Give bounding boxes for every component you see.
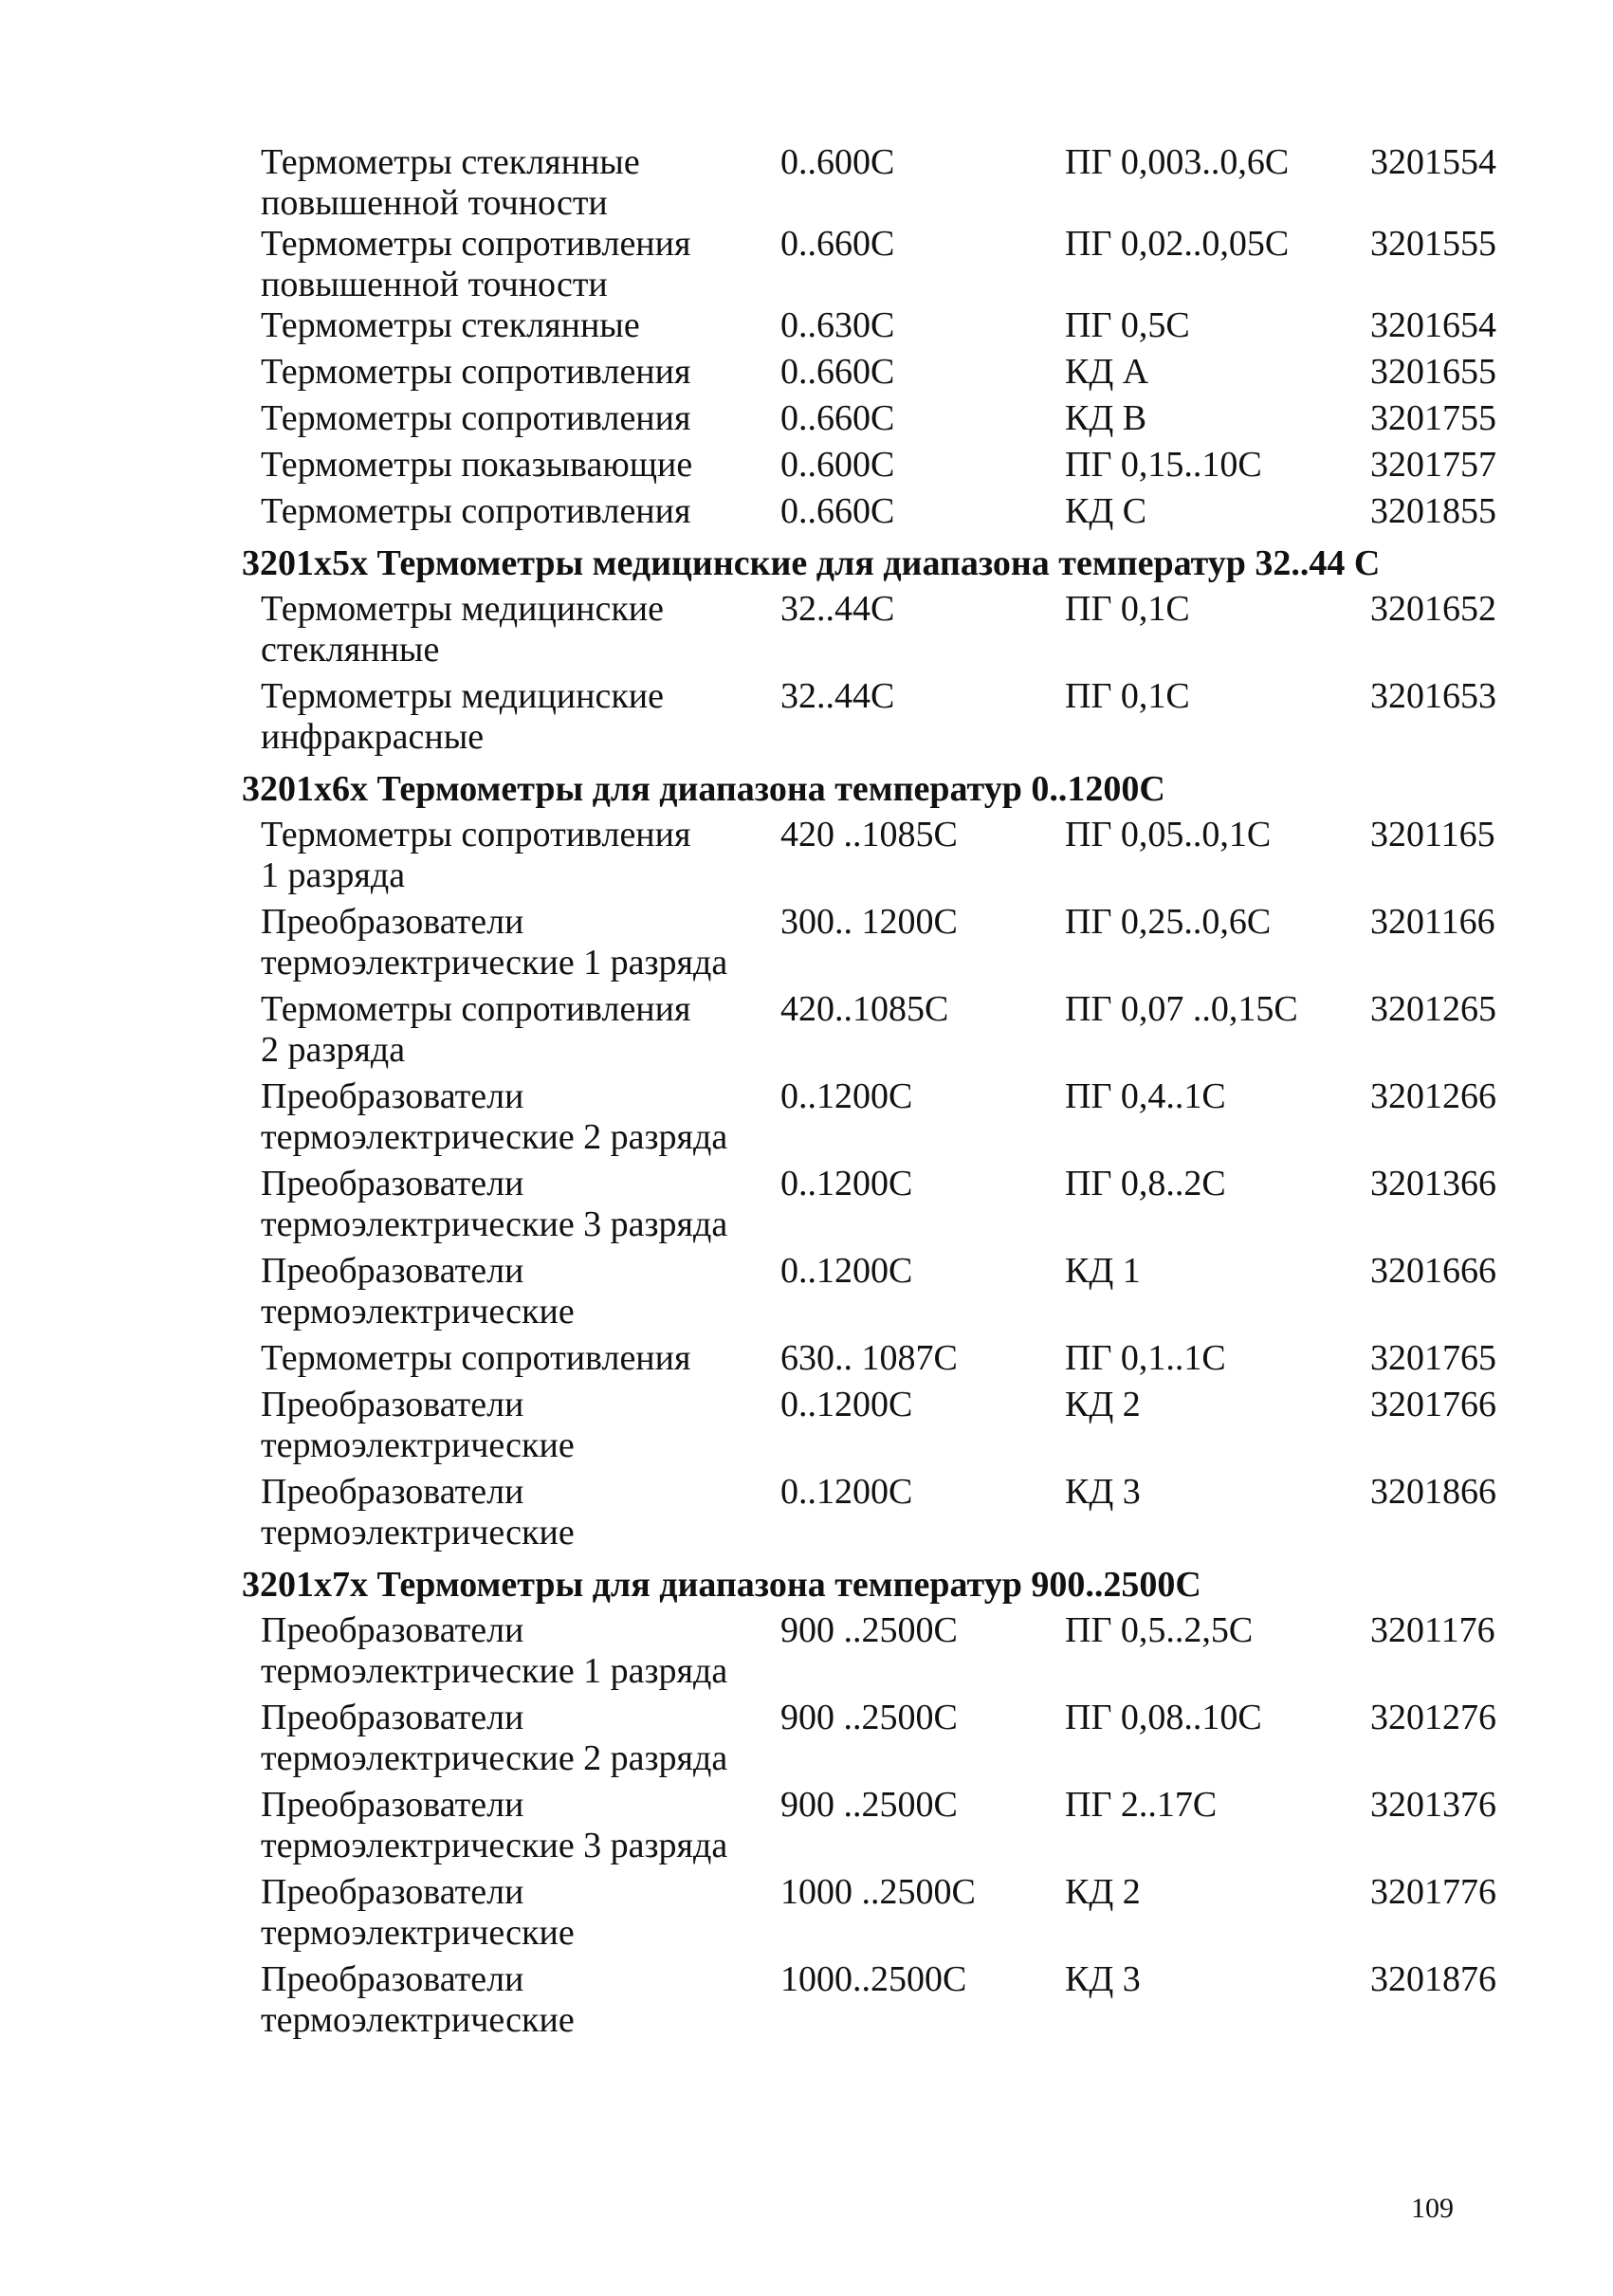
table-row bbox=[261, 305, 1512, 346]
item-code: 3201366 bbox=[1370, 1164, 1496, 1203]
table-row bbox=[261, 589, 1512, 670]
item-name: Термометры стеклянные повышенной точности bbox=[261, 142, 640, 223]
accuracy-class: ПГ 0,5С bbox=[1065, 305, 1190, 345]
table-row bbox=[261, 676, 1512, 758]
accuracy-class: КД 1 bbox=[1065, 1251, 1141, 1291]
item-name: Термометры медицинские стеклянные bbox=[261, 589, 665, 670]
item-code: 3201376 bbox=[1370, 1785, 1496, 1825]
temperature-range: 900 ..2500С bbox=[780, 1785, 958, 1825]
item-code: 3201654 bbox=[1370, 305, 1496, 345]
item-code: 3201757 bbox=[1370, 445, 1496, 485]
accuracy-class: ПГ 0,1С bbox=[1065, 676, 1190, 716]
item-code: 3201554 bbox=[1370, 142, 1496, 182]
item-name: Термометры сопротивления 1 разряда bbox=[261, 815, 691, 895]
temperature-range: 900 ..2500С bbox=[780, 1698, 958, 1737]
temperature-range: 0..660С bbox=[780, 352, 895, 392]
item-code: 3201652 bbox=[1370, 589, 1496, 629]
temperature-range: 0..600С bbox=[780, 142, 895, 182]
table-row bbox=[261, 1959, 1512, 2041]
temperature-range: 0..1200С bbox=[780, 1385, 913, 1424]
item-name: Преобразователи термоэлектрические 1 разряда bbox=[261, 902, 728, 983]
temperature-range: 300.. 1200С bbox=[780, 902, 958, 942]
item-code: 3201266 bbox=[1370, 1076, 1496, 1116]
accuracy-class: КД С bbox=[1065, 491, 1147, 531]
item-name: Термометры сопротивления bbox=[261, 491, 691, 531]
temperature-range: 0..660С bbox=[780, 398, 895, 438]
item-name: Термометры сопротивления bbox=[261, 1338, 691, 1378]
accuracy-class: ПГ 0,08..10С bbox=[1065, 1698, 1262, 1737]
item-name: Преобразователи термоэлектрические 3 разряда bbox=[261, 1164, 728, 1244]
table-row bbox=[261, 224, 1512, 305]
table-row bbox=[261, 1338, 1512, 1379]
table-row bbox=[261, 1785, 1512, 1866]
item-code: 3201165 bbox=[1370, 815, 1495, 854]
accuracy-class: КД 2 bbox=[1065, 1385, 1141, 1424]
section-heading: 3201x7x Термометры для диапазона температур 900..2500С bbox=[242, 1565, 1201, 1605]
item-code: 3201766 bbox=[1370, 1385, 1496, 1424]
accuracy-class: КД А bbox=[1065, 352, 1149, 392]
accuracy-class: КД 2 bbox=[1065, 1872, 1141, 1912]
item-name: Термометры сопротивления bbox=[261, 352, 691, 392]
temperature-range: 420..1085С bbox=[780, 989, 949, 1029]
temperature-range: 0..1200С bbox=[780, 1472, 913, 1512]
temperature-range: 0..1200С bbox=[780, 1164, 913, 1203]
item-code: 3201265 bbox=[1370, 989, 1496, 1029]
accuracy-class: ПГ 0,02..0,05С bbox=[1065, 224, 1290, 264]
temperature-range: 420 ..1085С bbox=[780, 815, 958, 854]
item-code: 3201653 bbox=[1370, 676, 1496, 716]
table-row bbox=[261, 1076, 1512, 1158]
item-name: Преобразователи термоэлектрические bbox=[261, 1385, 575, 1465]
accuracy-class: ПГ 0,003..0,6С bbox=[1065, 142, 1290, 182]
table-row bbox=[261, 1698, 1512, 1779]
accuracy-class: ПГ 0,5..2,5С bbox=[1065, 1610, 1254, 1650]
item-code: 3201866 bbox=[1370, 1472, 1496, 1512]
item-code: 3201876 bbox=[1370, 1959, 1496, 1999]
temperature-range: 0..660С bbox=[780, 224, 895, 264]
temperature-range: 32..44С bbox=[780, 589, 895, 629]
item-name: Преобразователи термоэлектрические bbox=[261, 1472, 575, 1552]
item-name: Термометры показывающие bbox=[261, 445, 693, 485]
table-row bbox=[261, 1610, 1512, 1692]
accuracy-class: ПГ 0,25..0,6С bbox=[1065, 902, 1272, 942]
section-3201x6x bbox=[242, 767, 1512, 1553]
table-row bbox=[261, 352, 1512, 393]
table-row bbox=[261, 815, 1512, 896]
temperature-range: 1000..2500С bbox=[780, 1959, 967, 1999]
item-name: Преобразователи термоэлектрические bbox=[261, 1959, 575, 2040]
table-row bbox=[261, 1385, 1512, 1466]
table-row bbox=[261, 142, 1512, 224]
temperature-range: 0..600С bbox=[780, 445, 895, 485]
table-row bbox=[261, 445, 1512, 486]
item-name: Преобразователи термоэлектрические bbox=[261, 1872, 575, 1953]
accuracy-class: КД 3 bbox=[1065, 1472, 1141, 1512]
temperature-range: 0..660С bbox=[780, 491, 895, 531]
accuracy-class: ПГ 0,07 ..0,15С bbox=[1065, 989, 1298, 1029]
item-name: Преобразователи термоэлектрические 3 разряда bbox=[261, 1785, 728, 1865]
item-code: 3201755 bbox=[1370, 398, 1496, 438]
accuracy-class: ПГ 0,1..1С bbox=[1065, 1338, 1226, 1378]
item-code: 3201765 bbox=[1370, 1338, 1496, 1378]
accuracy-class: ПГ 0,4..1С bbox=[1065, 1076, 1226, 1116]
item-code: 3201276 bbox=[1370, 1698, 1496, 1737]
section-3201x5x bbox=[242, 542, 1512, 758]
item-code: 3201555 bbox=[1370, 224, 1496, 264]
temperature-range: 0..1200С bbox=[780, 1076, 913, 1116]
temperature-range: 0..1200С bbox=[780, 1251, 913, 1291]
temperature-range: 630.. 1087С bbox=[780, 1338, 958, 1378]
section-3201x7x bbox=[242, 1563, 1512, 2041]
temperature-range: 1000 ..2500С bbox=[780, 1872, 976, 1912]
table-row bbox=[261, 989, 1512, 1071]
table-row bbox=[261, 1251, 1512, 1332]
item-name: Термометры стеклянные bbox=[261, 305, 640, 345]
section-heading: 3201x6x Термометры для диапазона температур 0..1200С bbox=[242, 769, 1165, 809]
table-row bbox=[261, 398, 1512, 439]
item-name: Термометры сопротивления повышенной точности bbox=[261, 224, 691, 304]
item-name: Преобразователи термоэлектрические 2 разряда bbox=[261, 1076, 728, 1157]
table-row bbox=[261, 1472, 1512, 1553]
accuracy-class: ПГ 0,1С bbox=[1065, 589, 1190, 629]
item-name: Преобразователи термоэлектрические 1 разряда bbox=[261, 1610, 728, 1691]
table-row bbox=[261, 902, 1512, 983]
item-name: Термометры медицинские инфракрасные bbox=[261, 676, 665, 757]
table-row bbox=[261, 491, 1512, 532]
item-code: 3201176 bbox=[1370, 1610, 1495, 1650]
item-code: 3201855 bbox=[1370, 491, 1496, 531]
accuracy-class: ПГ 0,05..0,1С bbox=[1065, 815, 1272, 854]
accuracy-class: КД В bbox=[1065, 398, 1147, 438]
accuracy-class: ПГ 0,8..2С bbox=[1065, 1164, 1226, 1203]
temperature-range: 0..630С bbox=[780, 305, 895, 345]
item-name: Преобразователи термоэлектрические 2 разряда bbox=[261, 1698, 728, 1778]
item-code: 3201776 bbox=[1370, 1872, 1496, 1912]
intro-rows bbox=[261, 142, 1512, 532]
item-name: Термометры сопротивления 2 разряда bbox=[261, 989, 691, 1070]
section-heading: 3201x5x Термометры медицинские для диапазона температур 32..44 С bbox=[242, 543, 1381, 583]
item-name: Термометры сопротивления bbox=[261, 398, 691, 438]
item-code: 3201166 bbox=[1370, 902, 1495, 942]
table-row bbox=[261, 1872, 1512, 1954]
item-code: 3201666 bbox=[1370, 1251, 1496, 1291]
item-name: Преобразователи термоэлектрические bbox=[261, 1251, 575, 1332]
accuracy-class: КД 3 bbox=[1065, 1959, 1141, 1999]
temperature-range: 32..44С bbox=[780, 676, 895, 716]
item-code: 3201655 bbox=[1370, 352, 1496, 392]
temperature-range: 900 ..2500С bbox=[780, 1610, 958, 1650]
accuracy-class: ПГ 2..17С bbox=[1065, 1785, 1218, 1825]
accuracy-class: ПГ 0,15..10С bbox=[1065, 445, 1262, 485]
table-row bbox=[261, 1164, 1512, 1245]
table-content bbox=[242, 142, 1512, 2041]
page-number: 109 bbox=[1411, 2193, 1454, 2224]
